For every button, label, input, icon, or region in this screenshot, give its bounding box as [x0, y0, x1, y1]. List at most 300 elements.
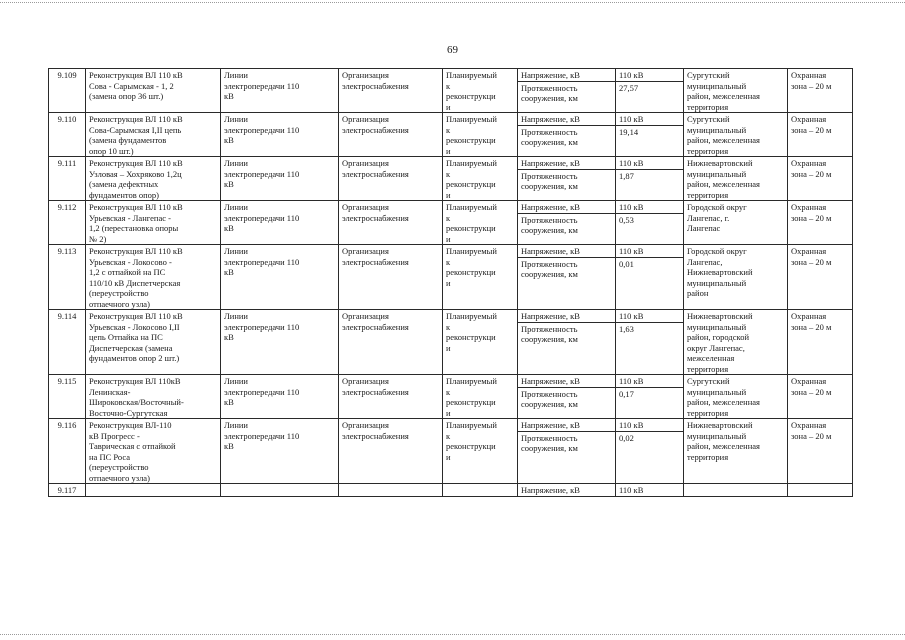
parameter-label: [518, 375, 615, 387]
parameter-value: [616, 157, 683, 169]
object-location-line: район: [687, 288, 709, 298]
object-kind-line: Линии: [224, 246, 248, 256]
object-location-line: территория: [687, 189, 729, 200]
object-kind-line: Линии: [224, 376, 248, 386]
object-status-line: Планируемый: [446, 114, 497, 124]
object-zone-line: Охранная: [791, 376, 827, 386]
object-name-line: Реконструкция ВЛ 110 кВ: [89, 70, 183, 80]
object-kind-line: Линии: [224, 70, 248, 80]
object-name-line: кВ Прогресс -: [89, 430, 140, 441]
object-name-line: (переустройство: [89, 462, 149, 472]
parameter-label-cell: [518, 113, 616, 157]
object-name-line: Реконструкция ВЛ 110 кВ: [89, 158, 183, 168]
object-name-line: Урьевская - Локосово -: [89, 256, 172, 267]
object-kind-cell: [221, 201, 339, 245]
row-number: 9.117: [49, 484, 86, 497]
table-row: [49, 375, 853, 419]
table-row: [49, 157, 853, 201]
object-name-line: 110/10 кВ Диспетчерская: [89, 277, 181, 288]
parameter-label-line: Протяженность: [521, 126, 578, 137]
object-purpose-line: электроснабжения: [342, 168, 409, 179]
parameter-value: [616, 257, 683, 280]
object-kind-cell: [221, 69, 339, 113]
parameter-value-line: 110 кВ: [619, 246, 644, 256]
parameter-label-line: сооружения, км: [521, 137, 578, 147]
object-name-cell: [86, 245, 221, 310]
parameter-value-line: 1,63: [619, 323, 634, 334]
object-zone-line: Охранная: [791, 420, 827, 430]
object-location-line: Лангепас,: [687, 256, 723, 267]
object-purpose-line: электроснабжения: [342, 321, 409, 332]
object-zone-line: Охранная: [791, 311, 827, 321]
parameter-label-line: сооружения, км: [521, 181, 578, 191]
parameter-value-line: 110 кВ: [619, 420, 644, 430]
parameter-label-line: сооружения, км: [521, 269, 578, 279]
object-zone-cell: [788, 157, 853, 201]
object-location-line: территория: [687, 363, 729, 374]
object-zone-line: зона – 20 м: [791, 80, 832, 91]
parameter-label-cell: [518, 310, 616, 375]
object-status-line: Планируемый: [446, 376, 497, 386]
object-status-line: к: [446, 321, 451, 332]
object-location-line: межселенная: [687, 353, 735, 363]
object-status-line: Планируемый: [446, 70, 497, 80]
object-status-line: к: [446, 386, 451, 397]
parameter-value: [616, 322, 683, 345]
object-zone-line: Охранная: [791, 246, 827, 256]
parameter-label-line: Напряжение, кВ: [521, 311, 580, 321]
parameter-label-cell: [518, 419, 616, 484]
object-purpose-line: электроснабжения: [342, 430, 409, 441]
object-status-cell: [443, 157, 518, 201]
object-location-line: Сургутский: [687, 114, 730, 124]
object-status-line: и: [446, 451, 451, 462]
parameter-label: [518, 257, 615, 280]
object-purpose-cell: [339, 113, 443, 157]
object-location-line: Сургутский: [687, 70, 730, 80]
parameter-label-line: Протяженность: [521, 323, 578, 334]
object-name-line: отпаечного узла): [89, 472, 150, 483]
object-location-line: Нижневартовский: [687, 267, 753, 277]
object-location-line: район, городской: [687, 332, 749, 342]
parameter-value-cell: [616, 484, 684, 497]
object-name-line: (замена опор 36 шт.): [89, 91, 164, 101]
parameter-label-cell: [518, 245, 616, 310]
parameter-value: [616, 484, 683, 496]
object-name-line: Широковская/Восточный-: [89, 397, 184, 407]
object-name-line: Реконструкция ВЛ 110 кВ: [89, 311, 183, 321]
object-location-line: территория: [687, 451, 729, 462]
object-name-cell: [86, 310, 221, 375]
object-kind-cell: [221, 245, 339, 310]
row-number: 9.113: [49, 245, 86, 310]
object-location-line: муниципальный: [687, 124, 747, 135]
object-location-line: территория: [687, 101, 729, 112]
object-status-line: реконструкци: [446, 91, 496, 101]
object-kind-line: кВ: [224, 91, 234, 101]
object-kind-cell: [221, 157, 339, 201]
parameter-label: [518, 431, 615, 454]
parameter-label-line: Напряжение, кВ: [521, 246, 580, 256]
object-location-cell: [684, 69, 788, 113]
object-location-cell: [684, 484, 788, 497]
object-zone-cell: [788, 375, 853, 419]
parameter-value-cell: [616, 245, 684, 310]
object-location-cell: [684, 310, 788, 375]
object-name-line: Реконструкция ВЛ 110 кВ: [89, 246, 183, 256]
object-status-line: реконструкци: [446, 267, 496, 277]
object-kind-cell: [221, 310, 339, 375]
row-number: 9.112: [49, 201, 86, 245]
object-name-line: Ленинская-: [89, 386, 131, 397]
object-location-line: Лангепас: [687, 223, 721, 233]
object-name-line: Реконструкция ВЛ 110 кВ: [89, 202, 183, 212]
object-status-line: к: [446, 430, 451, 441]
object-zone-line: Охранная: [791, 202, 827, 212]
object-zone-line: зона – 20 м: [791, 212, 832, 223]
object-status-line: Планируемый: [446, 158, 497, 168]
object-name-line: 1,2 (перестановка опоры: [89, 223, 179, 233]
object-status-line: реконструкци: [446, 223, 496, 233]
object-name-line: Узловая – Хохряково 1,2ц: [89, 168, 182, 179]
object-status-cell: [443, 419, 518, 484]
object-zone-line: зона – 20 м: [791, 256, 832, 267]
parameter-value-line: 19,14: [619, 126, 639, 137]
scan-edge-top: [0, 2, 905, 3]
parameter-value-cell: [616, 375, 684, 419]
object-name-cell: [86, 69, 221, 113]
object-status-line: к: [446, 80, 451, 91]
object-location-line: район, межселенная: [687, 179, 760, 189]
object-status-cell: [443, 484, 518, 497]
object-name-line: (замена дефектных: [89, 179, 159, 189]
parameter-value-cell: [616, 157, 684, 201]
object-status-line: и: [446, 145, 451, 156]
object-kind-line: электропередачи 110: [224, 430, 300, 441]
parameter-label: [518, 201, 615, 213]
object-kind-cell: [221, 419, 339, 484]
object-purpose-cell: [339, 245, 443, 310]
object-location-cell: [684, 245, 788, 310]
object-status-line: и: [446, 189, 451, 200]
parameter-value: [616, 169, 683, 192]
object-purpose-line: электроснабжения: [342, 256, 409, 267]
parameter-value-cell: [616, 69, 684, 113]
object-name-line: Реконструкция ВЛ-110: [89, 420, 172, 430]
object-name-line: (переустройство: [89, 288, 149, 298]
object-name-line: Восточно-Сургутская: [89, 407, 168, 418]
object-name-line: № 2): [89, 233, 107, 244]
object-purpose-line: Организация: [342, 311, 389, 321]
object-kind-line: электропередачи 110: [224, 321, 300, 332]
object-location-line: муниципальный: [687, 430, 747, 441]
object-status-cell: [443, 69, 518, 113]
object-zone-line: Охранная: [791, 70, 827, 80]
row-number: 9.115: [49, 375, 86, 419]
parameter-label-line: сооружения, км: [521, 93, 578, 103]
parameter-value: [616, 81, 683, 104]
parameter-label-line: сооружения, км: [521, 334, 578, 344]
object-purpose-line: электроснабжения: [342, 80, 409, 91]
object-purpose-cell: [339, 69, 443, 113]
object-status-cell: [443, 201, 518, 245]
object-kind-line: Линии: [224, 420, 248, 430]
scan-edge-bottom: [0, 634, 905, 635]
object-purpose-line: электроснабжения: [342, 124, 409, 135]
object-location-line: территория: [687, 145, 729, 156]
object-kind-cell: [221, 113, 339, 157]
parameter-label-cell: [518, 201, 616, 245]
parameter-label: [518, 81, 615, 104]
object-location-line: район, межселенная: [687, 135, 760, 145]
parameter-label-line: Напряжение, кВ: [521, 158, 580, 168]
object-purpose-cell: [339, 484, 443, 497]
object-name-cell: [86, 484, 221, 497]
object-location-cell: [684, 201, 788, 245]
parameter-label-cell: [518, 484, 616, 497]
parameter-value-line: 110 кВ: [619, 202, 644, 212]
parameter-label: [518, 387, 615, 410]
parameter-value-line: 0,02: [619, 432, 634, 443]
parameter-label-line: Протяженность: [521, 388, 578, 399]
parameter-value: [616, 431, 683, 454]
object-location-line: муниципальный: [687, 277, 747, 288]
object-purpose-line: Организация: [342, 158, 389, 168]
object-zone-cell: [788, 419, 853, 484]
object-location-line: Нижневартовский: [687, 420, 753, 430]
object-kind-line: кВ: [224, 135, 234, 145]
object-purpose-line: Организация: [342, 70, 389, 80]
parameter-label-line: Напряжение, кВ: [521, 376, 580, 386]
object-name-line: фундаментов опор 2 шт.): [89, 353, 180, 363]
parameter-value: [616, 113, 683, 125]
parameter-value: [616, 201, 683, 213]
object-status-cell: [443, 310, 518, 375]
table-row: [49, 69, 853, 113]
parameter-value-line: 27,57: [619, 82, 639, 93]
table-row: [49, 484, 853, 497]
parameter-value: [616, 310, 683, 322]
object-name-line: Реконструкция ВЛ 110кВ: [89, 376, 181, 386]
parameter-label: [518, 484, 615, 496]
parameter-label: [518, 310, 615, 322]
object-kind-line: электропередачи 110: [224, 212, 300, 223]
table-row: [49, 201, 853, 245]
object-name-line: Урьевская - Лангепас -: [89, 212, 171, 223]
object-location-line: район, межселенная: [687, 397, 760, 407]
object-status-line: Планируемый: [446, 246, 497, 256]
object-purpose-cell: [339, 157, 443, 201]
object-purpose-line: Организация: [342, 376, 389, 386]
object-status-cell: [443, 245, 518, 310]
row-number: 9.110: [49, 113, 86, 157]
table-body: [49, 69, 853, 497]
object-location-line: округ Лангепас,: [687, 342, 745, 353]
parameter-value: [616, 375, 683, 387]
object-status-line: Планируемый: [446, 311, 497, 321]
parameter-value-line: 110 кВ: [619, 70, 644, 80]
parameter-value-line: 0,53: [619, 214, 634, 225]
row-number: 9.111: [49, 157, 86, 201]
object-kind-line: Линии: [224, 158, 248, 168]
parameter-value: [616, 69, 683, 81]
object-location-line: Лангепас, г.: [687, 212, 730, 223]
object-name-cell: [86, 157, 221, 201]
parameter-label-line: Протяженность: [521, 170, 578, 181]
object-status-line: и: [446, 277, 451, 288]
object-zone-line: зона – 20 м: [791, 430, 832, 441]
object-status-line: к: [446, 256, 451, 267]
parameter-value: [616, 387, 683, 410]
table-row: [49, 245, 853, 310]
object-kind-line: кВ: [224, 441, 234, 451]
object-purpose-line: Организация: [342, 114, 389, 124]
object-kind-line: Линии: [224, 114, 248, 124]
object-location-line: территория: [687, 407, 729, 418]
object-name-line: 1,2 с отпайкой на ПС: [89, 267, 166, 277]
object-location-cell: [684, 375, 788, 419]
object-location-line: муниципальный: [687, 386, 747, 397]
object-location-line: Нижневартовский: [687, 158, 753, 168]
object-zone-cell: [788, 245, 853, 310]
object-status-line: и: [446, 101, 451, 112]
object-purpose-cell: [339, 310, 443, 375]
object-purpose-cell: [339, 375, 443, 419]
parameter-value-cell: [616, 113, 684, 157]
object-zone-cell: [788, 113, 853, 157]
object-kind-cell: [221, 375, 339, 419]
object-status-line: реконструкци: [446, 332, 496, 342]
object-kind-line: Линии: [224, 311, 248, 321]
object-status-line: реконструкци: [446, 397, 496, 407]
object-location-line: район, межселенная: [687, 91, 760, 101]
object-location-line: муниципальный: [687, 321, 747, 332]
object-name-line: Реконструкция ВЛ 110 кВ: [89, 114, 183, 124]
parameter-label: [518, 213, 615, 236]
object-zone-line: Охранная: [791, 158, 827, 168]
object-status-line: к: [446, 168, 451, 179]
row-number: 9.109: [49, 69, 86, 113]
object-location-line: муниципальный: [687, 168, 747, 179]
object-status-cell: [443, 113, 518, 157]
object-status-line: и: [446, 342, 451, 353]
object-location-line: Городской округ: [687, 246, 747, 256]
object-zone-cell: [788, 484, 853, 497]
object-purpose-line: Организация: [342, 246, 389, 256]
object-name-line: Диспетчерская (замена: [89, 342, 173, 353]
object-name-line: цепь Отпайка на ПС: [89, 332, 163, 342]
parameter-value-line: 110 кВ: [619, 376, 644, 386]
parameter-value-line: 0,01: [619, 258, 634, 269]
page-number: 69: [447, 44, 458, 56]
object-location-cell: [684, 157, 788, 201]
object-status-line: Планируемый: [446, 202, 497, 212]
parameter-label-line: Протяженность: [521, 214, 578, 225]
object-zone-cell: [788, 69, 853, 113]
object-location-cell: [684, 419, 788, 484]
object-name-line: Сова - Сарымская - 1, 2: [89, 80, 174, 91]
table-row: [49, 419, 853, 484]
object-name-line: на ПС Роса: [89, 451, 131, 462]
parameter-label: [518, 419, 615, 431]
parameter-label: [518, 245, 615, 257]
parameter-label: [518, 125, 615, 148]
object-name-cell: [86, 419, 221, 484]
parameter-label-line: сооружения, км: [521, 399, 578, 409]
table-row: [49, 310, 853, 375]
object-purpose-line: Организация: [342, 420, 389, 430]
object-zone-line: зона – 20 м: [791, 168, 832, 179]
object-status-line: реконструкци: [446, 441, 496, 451]
object-name-line: Урьевская - Локосово I,II: [89, 321, 180, 332]
object-kind-line: кВ: [224, 332, 234, 342]
object-purpose-line: Организация: [342, 202, 389, 212]
row-number: 9.114: [49, 310, 86, 375]
object-status-line: к: [446, 212, 451, 223]
object-kind-line: электропередачи 110: [224, 168, 300, 179]
object-kind-line: кВ: [224, 397, 234, 407]
parameter-label: [518, 69, 615, 81]
object-purpose-cell: [339, 201, 443, 245]
parameter-label: [518, 169, 615, 192]
object-kind-line: электропередачи 110: [224, 386, 300, 397]
parameter-label-line: Протяженность: [521, 432, 578, 443]
object-purpose-line: электроснабжения: [342, 386, 409, 397]
parameter-value-line: 110 кВ: [619, 311, 644, 321]
parameter-value-cell: [616, 310, 684, 375]
object-kind-cell: [221, 484, 339, 497]
parameter-label: [518, 113, 615, 125]
object-name-cell: [86, 113, 221, 157]
object-status-line: реконструкци: [446, 135, 496, 145]
object-name-line: опор 10 шт.): [89, 145, 134, 156]
object-name-cell: [86, 375, 221, 419]
parameter-label-cell: [518, 157, 616, 201]
object-location-line: муниципальный: [687, 80, 747, 91]
object-kind-line: электропередачи 110: [224, 256, 300, 267]
object-location-line: Нижневартовский: [687, 311, 753, 321]
parameter-label-cell: [518, 69, 616, 113]
parameter-label-line: сооружения, км: [521, 225, 578, 235]
table-row: [49, 113, 853, 157]
object-location-line: район, межселенная: [687, 441, 760, 451]
object-kind-line: электропередачи 110: [224, 80, 300, 91]
object-zone-line: зона – 20 м: [791, 321, 832, 332]
object-status-cell: [443, 375, 518, 419]
object-kind-line: кВ: [224, 267, 234, 277]
object-zone-cell: [788, 310, 853, 375]
object-zone-cell: [788, 201, 853, 245]
object-name-line: фундаментов опор): [89, 189, 160, 200]
parameter-label-line: Напряжение, кВ: [521, 202, 580, 212]
parameter-label: [518, 322, 615, 345]
object-name-line: отпаечного узла): [89, 298, 150, 309]
object-name-line: (замена фундаментов: [89, 135, 167, 145]
object-zone-line: зона – 20 м: [791, 386, 832, 397]
parameter-value-line: 110 кВ: [619, 485, 644, 495]
parameter-value-line: 0,17: [619, 388, 634, 399]
object-zone-line: зона – 20 м: [791, 124, 832, 135]
object-kind-line: электропередачи 110: [224, 124, 300, 135]
parameter-label-cell: [518, 375, 616, 419]
parameter-value-line: 110 кВ: [619, 114, 644, 124]
object-name-line: Сова-Сарымская I,II цепь: [89, 124, 182, 135]
parameter-label: [518, 157, 615, 169]
object-location-line: Городской округ: [687, 202, 747, 212]
parameter-value-cell: [616, 201, 684, 245]
object-purpose-cell: [339, 419, 443, 484]
object-zone-line: Охранная: [791, 114, 827, 124]
